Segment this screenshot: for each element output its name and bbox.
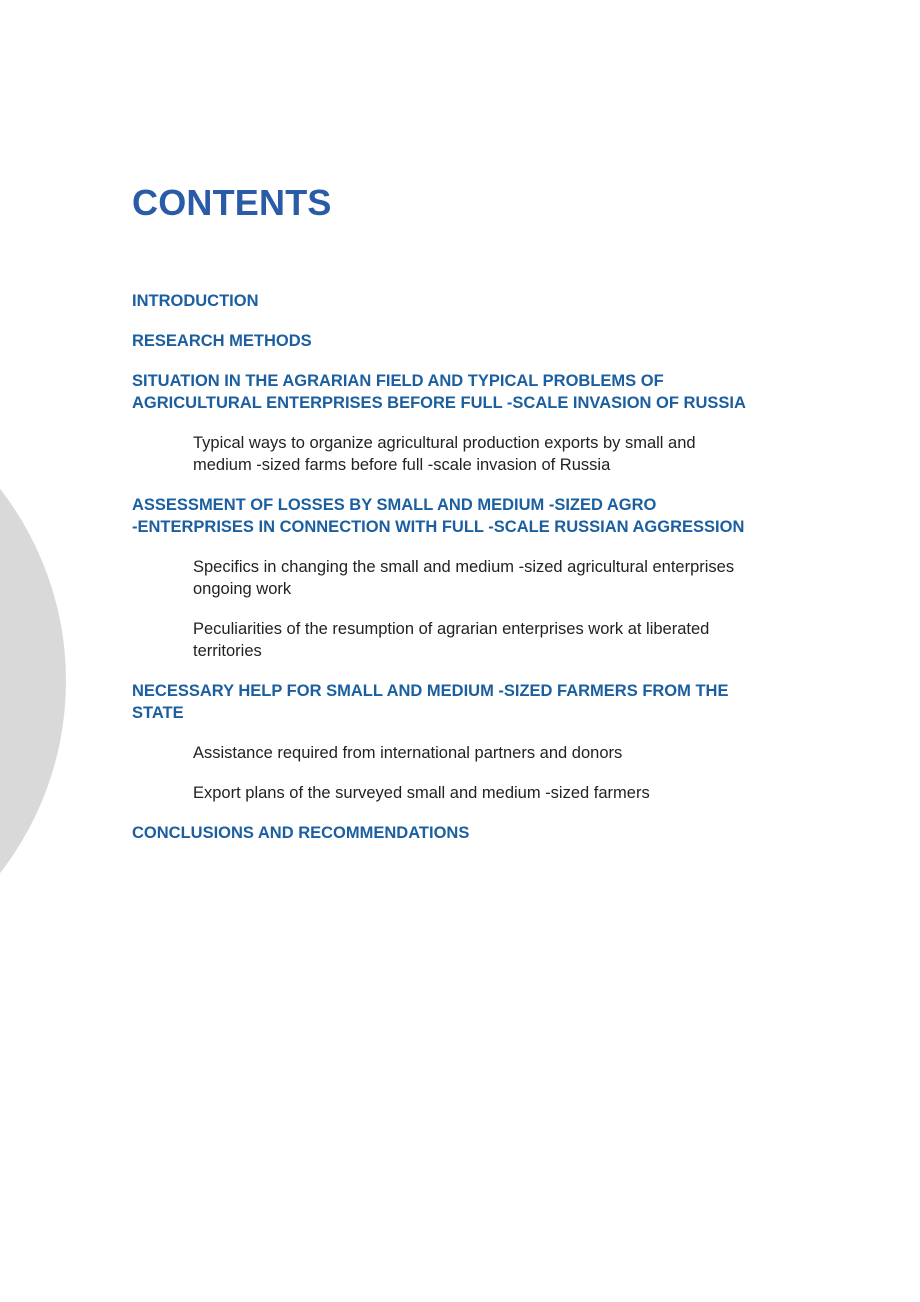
table-of-contents (132, 290, 792, 862)
toc-line: INTRODUCTION (132, 292, 259, 310)
toc-line: SITUATION IN THE AGRARIAN FIELD AND TYPICAL PROBLEMS OF (132, 372, 664, 390)
toc-heading-research-methods[interactable] (132, 330, 792, 352)
toc-line: NECESSARY HELP FOR SMALL AND MEDIUM -SIZED FARMERS FROM THE (132, 682, 729, 700)
toc-subitem-export-organization[interactable] (193, 432, 792, 476)
toc-line: territories (193, 642, 262, 660)
toc-heading-assessment-of-losses[interactable] (132, 494, 792, 538)
toc-line: -ENTERPRISES IN CONNECTION WITH FULL -SCALE RUSSIAN AGGRESSION (132, 518, 745, 536)
toc-line: ASSESSMENT OF LOSSES BY SMALL AND MEDIUM -SIZED AGRO (132, 496, 657, 514)
toc-line: Export plans of the surveyed small and medium -sized farmers (193, 784, 650, 802)
toc-subitem-international-assistance[interactable] (193, 742, 792, 764)
toc-line: medium -sized farms before full -scale invasion of Russia (193, 456, 611, 474)
toc-heading-conclusions[interactable] (132, 822, 792, 844)
toc-line: Typical ways to organize agricultural production exports by small and (193, 434, 696, 452)
toc-heading-situation-agrarian-field[interactable] (132, 370, 792, 414)
toc-line: AGRICULTURAL ENTERPRISES BEFORE FULL -SCALE INVASION OF RUSSIA (132, 394, 746, 412)
toc-line: Peculiarities of the resumption of agrarian enterprises work at liberated (193, 620, 710, 638)
toc-line: Specifics in changing the small and medium -sized agricultural enterprises (193, 558, 735, 576)
toc-line: Assistance required from international partners and donors (193, 744, 623, 762)
toc-line: ongoing work (193, 580, 292, 598)
decorative-side-circle (0, 368, 66, 994)
toc-line: CONCLUSIONS AND RECOMMENDATIONS (132, 824, 470, 842)
toc-heading-necessary-help[interactable] (132, 680, 792, 724)
toc-line: STATE (132, 704, 184, 722)
toc-subitem-liberated-territories[interactable] (193, 618, 792, 662)
toc-subitem-changing-ongoing-work[interactable] (193, 556, 792, 600)
page-title: CONTENTS (132, 182, 332, 223)
toc-subitem-export-plans[interactable] (193, 782, 792, 804)
toc-heading-introduction[interactable] (132, 290, 792, 312)
toc-line: RESEARCH METHODS (132, 332, 312, 350)
